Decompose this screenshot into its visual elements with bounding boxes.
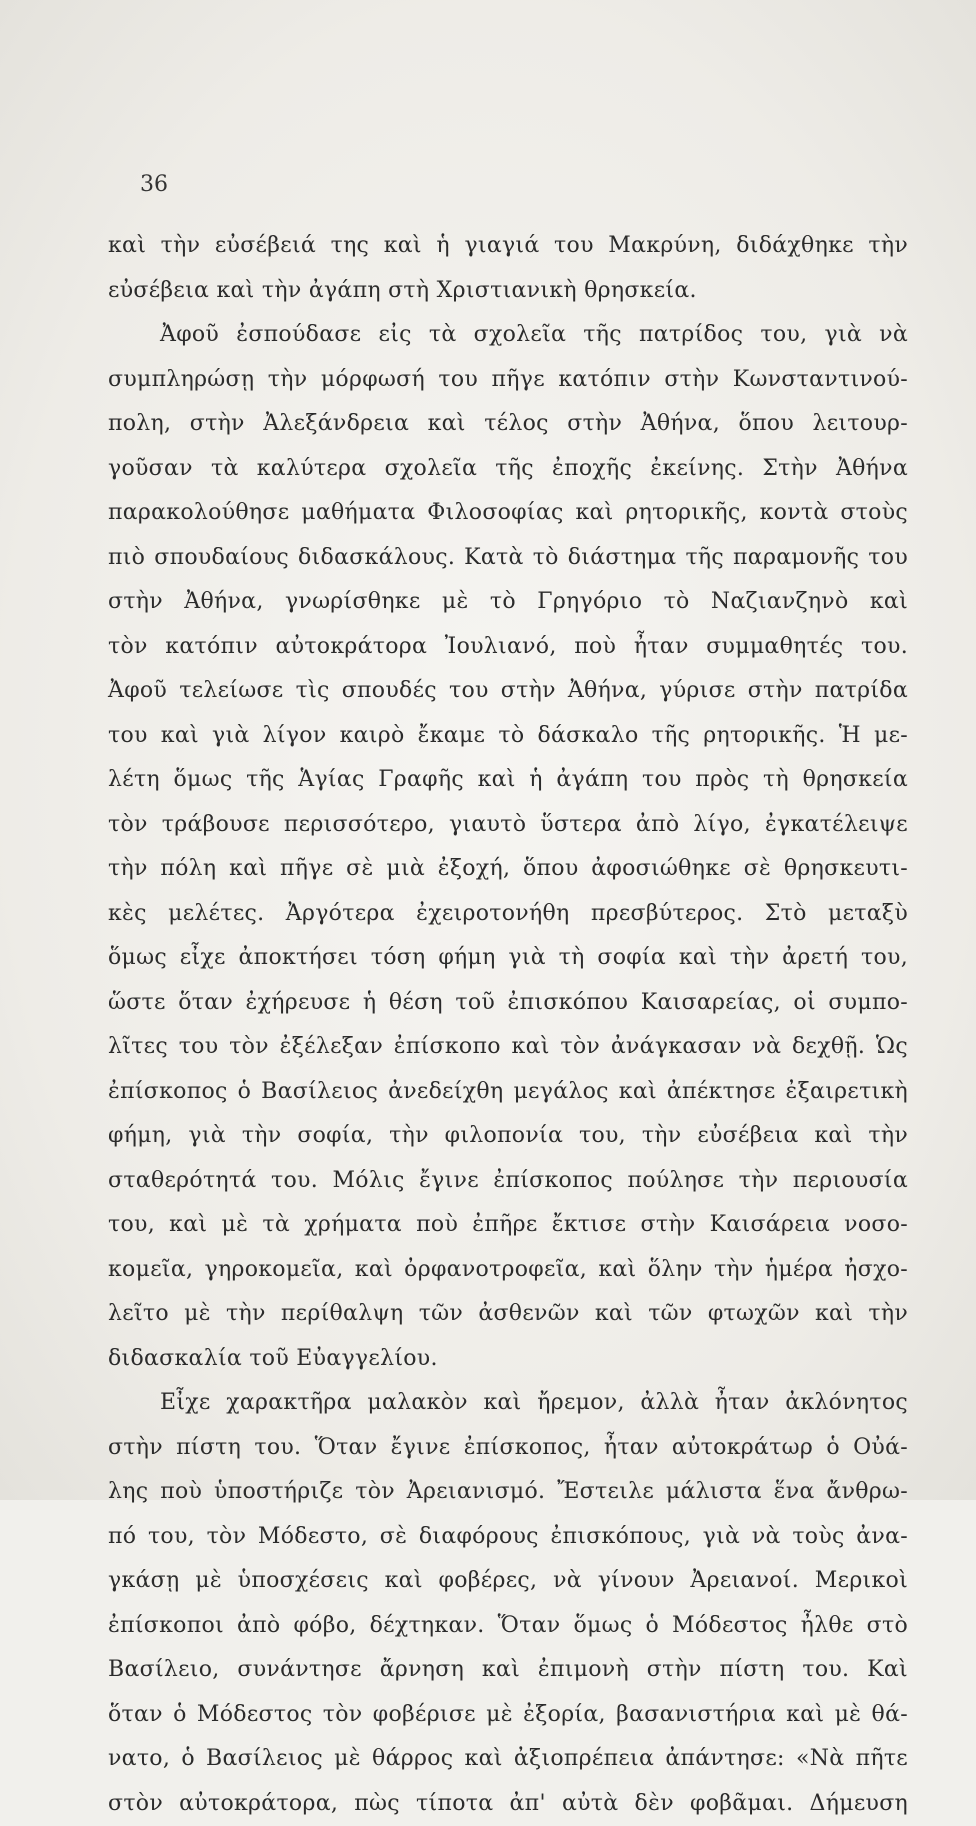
text-line: λης ποὺ ὑποστήριζε τὸν Ἀρειανισμό. Ἔστειλε μάλιστα ἕνα ἄνθρω- — [108, 1470, 908, 1515]
text-line: διδασκαλία τοῦ Εὐαγγελίου. — [108, 1337, 908, 1382]
text-line: νατο, ὁ Βασίλειος μὲ θάρρος καὶ ἀξιοπρέπεια ἀπάντησε: «Νὰ πῆτε — [108, 1737, 908, 1782]
text-line: ἐπίσκοπος ὁ Βασίλειος ἀνεδείχθη μεγάλος καὶ ἀπέκτησε ἐξαιρετικὴ — [108, 1070, 908, 1115]
text-line: σταθερότητά του. Μόλις ἔγινε ἐπίσκοπος πούλησε τὴν περιουσία — [108, 1159, 908, 1204]
text-line: γκάσῃ μὲ ὑποσχέσεις καὶ φοβέρες, νὰ γίνουν Ἀρειανοί. Μερικοὶ — [108, 1559, 908, 1604]
text-line: Ἀφοῦ ἐσπούδασε εἰς τὰ σχολεῖα τῆς πατρίδος του, γιὰ νὰ — [108, 313, 908, 358]
text-line: κὲς μελέτες. Ἀργότερα ἐχειροτονήθη πρεσβύτερος. Στὸ μεταξὺ — [108, 892, 908, 937]
text-line: λέτη ὅμως τῆς Ἁγίας Γραφῆς καὶ ἡ ἀγάπη του πρὸς τὴ θρησκεία — [108, 758, 908, 803]
text-line: φήμη, γιὰ τὴν σοφία, τὴν φιλοπονία του, τὴν εὐσέβεια καὶ τὴν — [108, 1114, 908, 1159]
text-line: πό του, τὸν Μόδεστο, σὲ διαφόρους ἐπισκόπους, γιὰ νὰ τοὺς ἀνα- — [108, 1515, 908, 1560]
text-line: πολη, στὴν Ἀλεξάνδρεια καὶ τέλος στὴν Ἀθήνα, ὅπου λειτουρ- — [108, 402, 908, 447]
text-line: καὶ τὴν εὐσέβειά της καὶ ἡ γιαγιά του Μακρύνη, διδάχθηκε τὴν — [108, 224, 908, 269]
text-line: λεῖτο μὲ τὴν περίθαλψη τῶν ἀσθενῶν καὶ τῶν φτωχῶν καὶ τὴν — [108, 1292, 908, 1337]
text-line: τὸν τράβουσε περισσότερο, γιαυτὸ ὕστερα ἀπὸ λίγο, ἐγκατέλειψε — [108, 803, 908, 848]
body-text — [108, 224, 908, 1826]
text-line: Εἶχε χαρακτῆρα μαλακὸν καὶ ἤρεμον, ἀλλὰ ἦταν ἀκλόνητος — [108, 1381, 908, 1426]
text-line: λῖτες του τὸν ἐξέλεξαν ἐπίσκοπο καὶ τὸν ἀνάγκασαν νὰ δεχθῇ. Ὡς — [108, 1025, 908, 1070]
text-line: ὥστε ὅταν ἐχήρευσε ἡ θέση τοῦ ἐπισκόπου Καισαρείας, οἱ συμπο- — [108, 981, 908, 1026]
text-line: Βασίλειο, συνάντησε ἄρνηση καὶ ἐπιμονὴ στὴν πίστη του. Καὶ — [108, 1648, 908, 1693]
text-line: παρακολούθησε μαθήματα Φιλοσοφίας καὶ ρητορικῆς, κοντὰ στοὺς — [108, 491, 908, 536]
text-line: του καὶ γιὰ λίγον καιρὸ ἔκαμε τὸ δάσκαλο τῆς ρητορικῆς. Ἡ με- — [108, 714, 908, 759]
text-line: κομεῖα, γηροκομεῖα, καὶ ὀρφανοτροφεῖα, καὶ ὅλην τὴν ἡμέρα ἠσχο- — [108, 1248, 908, 1293]
text-line: του, καὶ μὲ τὰ χρήματα ποὺ ἐπῆρε ἔκτισε στὴν Καισάρεια νοσο- — [108, 1203, 908, 1248]
text-line: πιὸ σπουδαίους διδασκάλους. Κατὰ τὸ διάστημα τῆς παραμονῆς του — [108, 536, 908, 581]
page-number: 36 — [140, 172, 168, 197]
text-line: τὴν πόλη καὶ πῆγε σὲ μιὰ ἐξοχή, ὅπου ἀφοσιώθηκε σὲ θρησκευτι- — [108, 847, 908, 892]
text-line: ὅμως εἶχε ἀποκτήσει τόση φήμη γιὰ τὴ σοφία καὶ τὴν ἀρετή του, — [108, 936, 908, 981]
text-line: ἐπίσκοποι ἀπὸ φόβο, δέχτηκαν. Ὅταν ὅμως ὁ Μόδεστος ἦλθε στὸ — [108, 1604, 908, 1649]
text-line: Ἀφοῦ τελείωσε τὶς σπουδές του στὴν Ἀθήνα, γύρισε στὴν πατρίδα — [108, 669, 908, 714]
text-line: τὸν κατόπιν αὐτοκράτορα Ἰουλιανό, ποὺ ἦταν συμμαθητές του. — [108, 625, 908, 670]
text-line: συμπληρώσῃ τὴν μόρφωσή του πῆγε κατόπιν στὴν Κωνσταντινού- — [108, 358, 908, 403]
text-line: στὴν πίστη του. Ὅταν ἔγινε ἐπίσκοπος, ἦταν αὐτοκράτωρ ὁ Οὐά- — [108, 1426, 908, 1471]
text-line: στὸν αὐτοκράτορα, πὼς τίποτα ἀπ' αὐτὰ δὲν φοβᾶμαι. Δήμευση — [108, 1782, 908, 1826]
text-line: εὐσέβεια καὶ τὴν ἀγάπη στὴ Χριστιανικὴ θρησκεία. — [108, 269, 908, 314]
text-line: γοῦσαν τὰ καλύτερα σχολεῖα τῆς ἐποχῆς ἐκείνης. Στὴν Ἀθήνα — [108, 447, 908, 492]
text-line: στὴν Ἀθήνα, γνωρίσθηκε μὲ τὸ Γρηγόριο τὸ Ναζιανζηνὸ καὶ — [108, 580, 908, 625]
text-line: ὅταν ὁ Μόδεστος τὸν φοβέρισε μὲ ἐξορία, βασανιστήρια καὶ μὲ θά- — [108, 1693, 908, 1738]
